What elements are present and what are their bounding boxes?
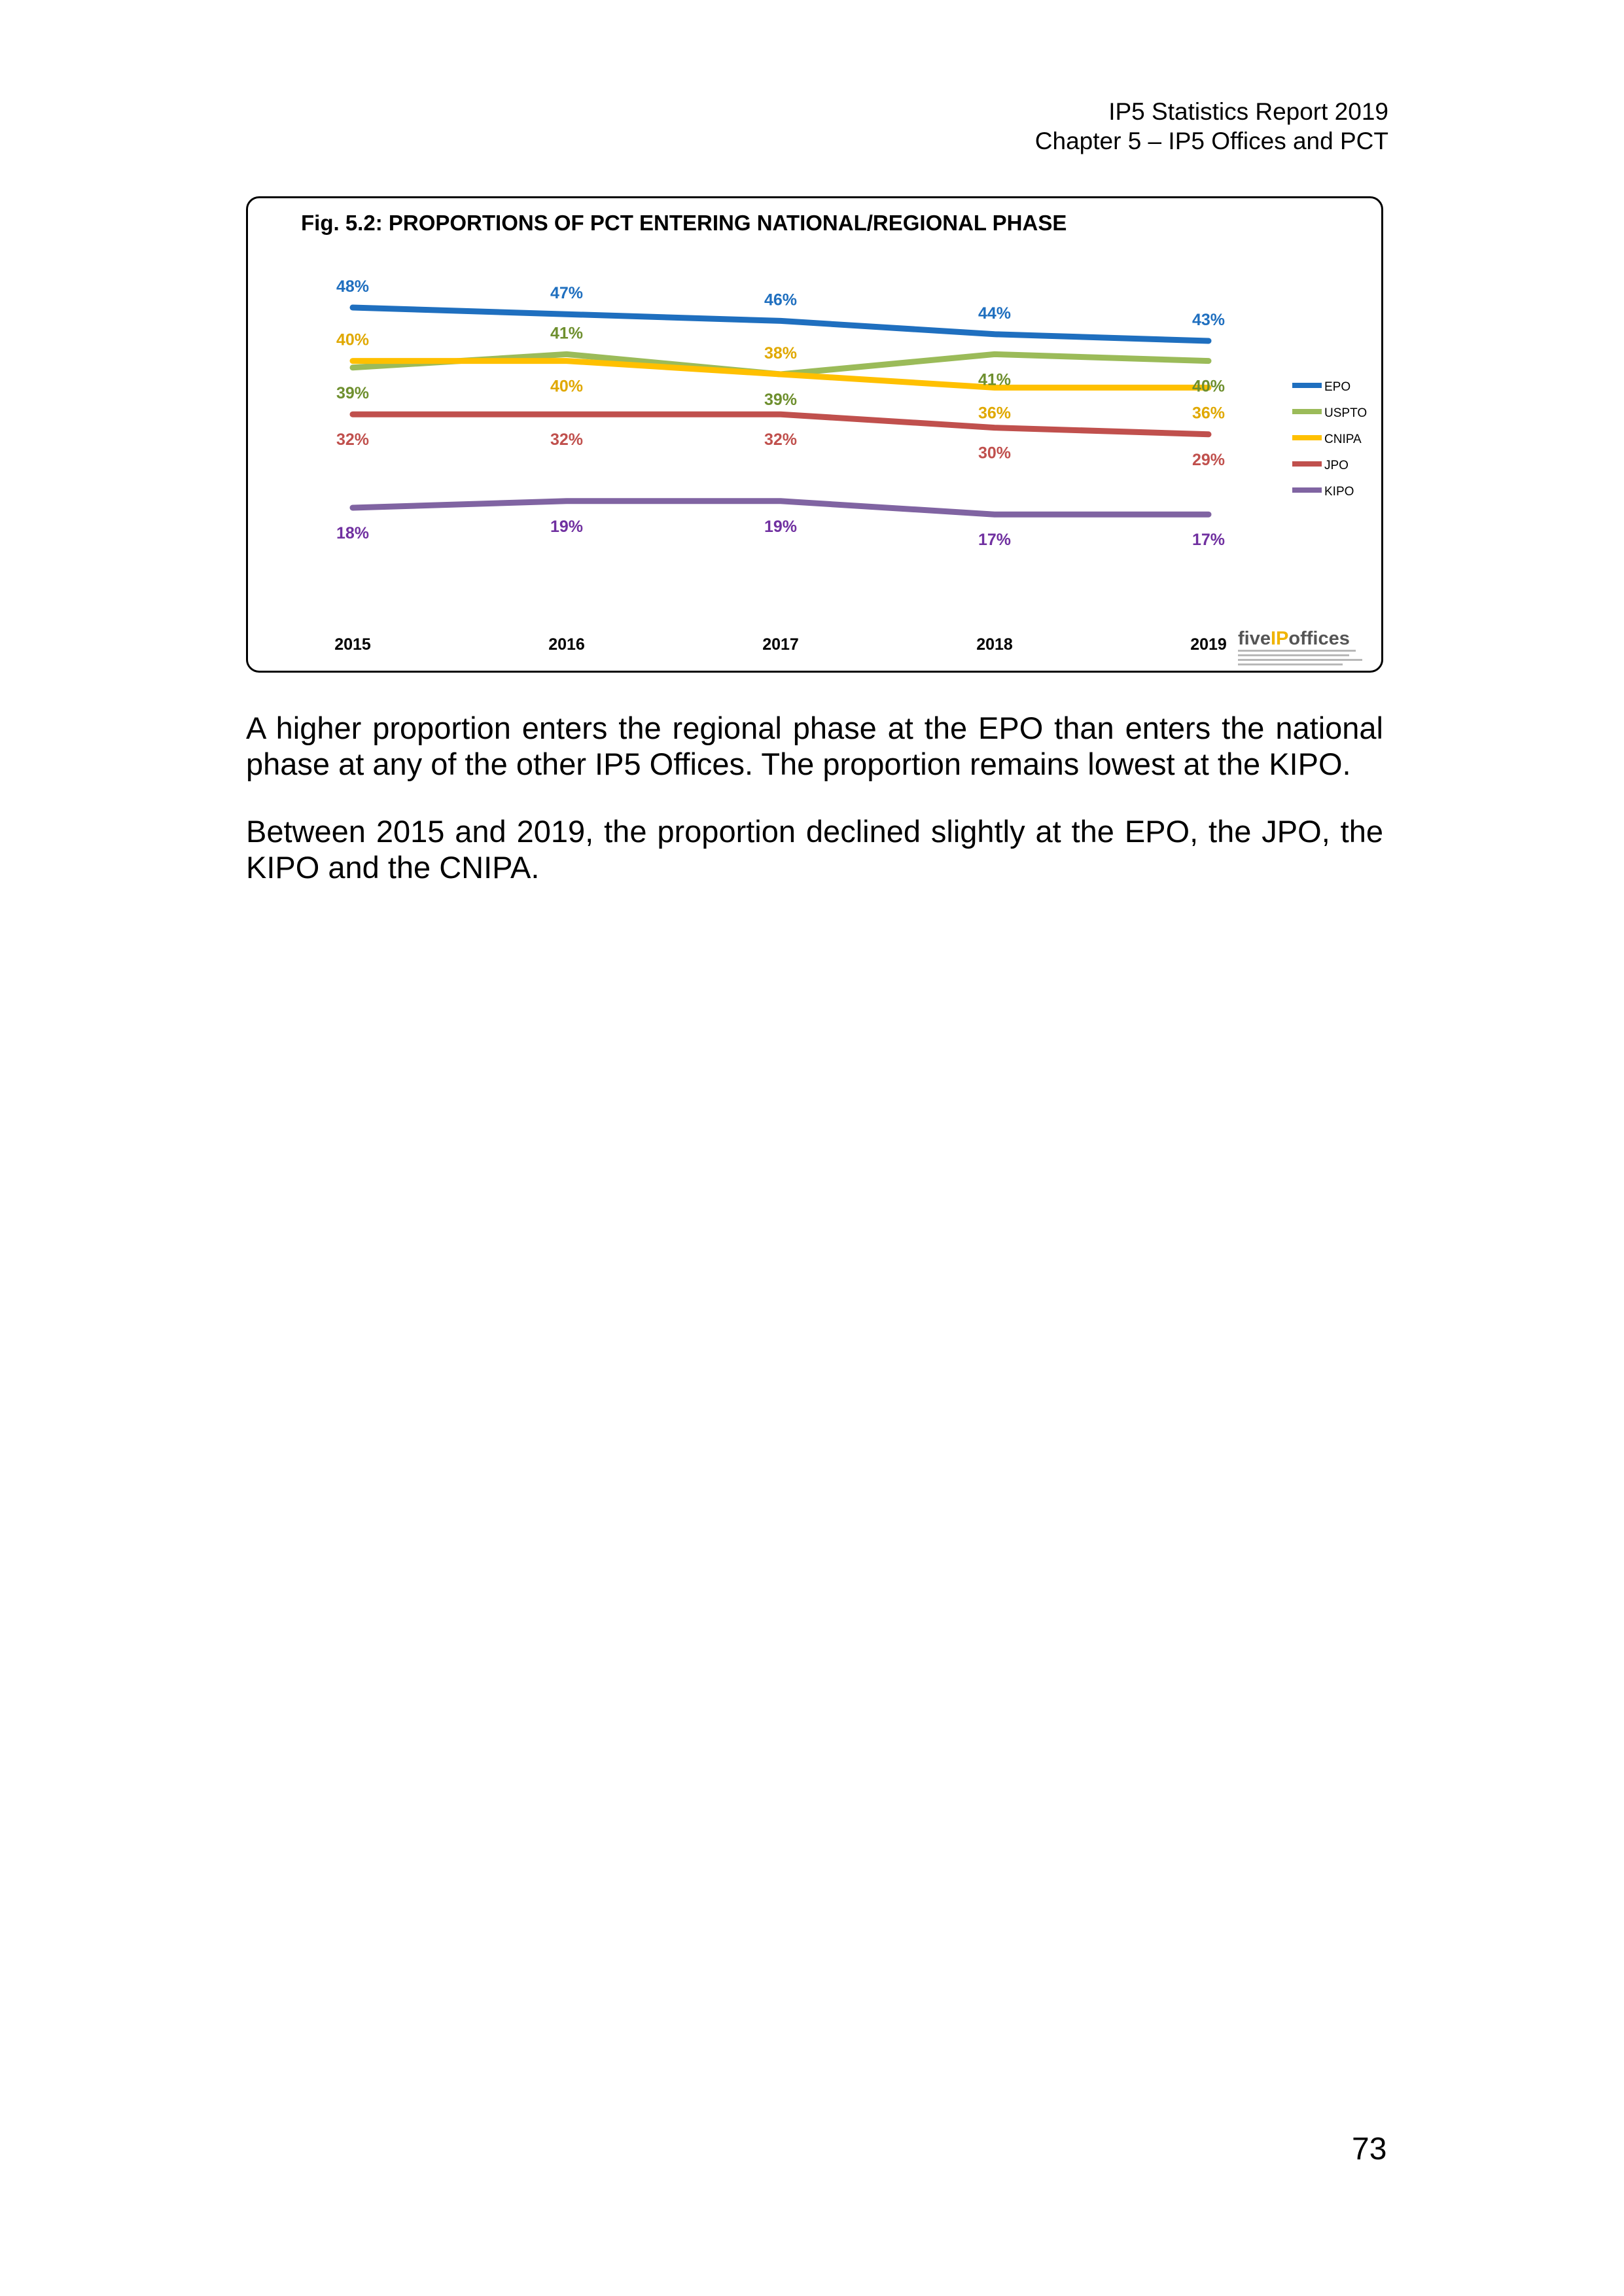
report-title: IP5 Statistics Report 2019 xyxy=(1108,98,1388,125)
data-label-kipo-2015: 18% xyxy=(336,524,370,542)
data-label-uspto-2015: 39% xyxy=(336,383,370,402)
logo-text-offices: offices xyxy=(1288,628,1350,649)
logo-fineprint-4 xyxy=(1238,663,1343,665)
logo-fineprint-1 xyxy=(1238,650,1356,652)
data-label-cnipa-2016: 40% xyxy=(550,377,584,396)
x-tick-label-2017: 2017 xyxy=(762,635,799,654)
paragraph-1: A higher proportion enters the regional phase at the EPO than enters the national phase at any of the other IP5 Offices. The proportion remains lowest at the KIPO. xyxy=(246,711,1383,781)
data-label-uspto-2016: 41% xyxy=(550,324,584,343)
legend-label-uspto: USPTO xyxy=(1324,406,1368,420)
data-label-epo-2018: 44% xyxy=(978,304,1012,323)
chart-frame xyxy=(246,196,1383,673)
data-label-kipo-2019: 17% xyxy=(1192,531,1226,550)
data-label-cnipa-2018: 36% xyxy=(978,404,1012,423)
fiveipoffices-logo xyxy=(1238,628,1362,665)
page-number: 73 xyxy=(1352,2132,1387,2166)
series-line-epo xyxy=(353,308,1209,341)
logo-text-ip: IP xyxy=(1270,628,1289,649)
data-label-jpo-2016: 32% xyxy=(550,431,584,450)
data-label-cnipa-2019: 36% xyxy=(1192,404,1226,423)
chart-title: Fig. 5.2: PROPORTIONS OF PCT ENTERING NATIONAL/REGIONAL PHASE xyxy=(301,211,1067,235)
data-label-cnipa-2015: 40% xyxy=(336,330,370,349)
data-label-kipo-2018: 17% xyxy=(978,531,1012,550)
data-label-jpo-2015: 32% xyxy=(336,431,370,450)
x-tick-label-2019: 2019 xyxy=(1190,635,1227,654)
x-tick-label-2016: 2016 xyxy=(548,635,585,654)
data-label-jpo-2019: 29% xyxy=(1192,450,1226,469)
data-label-uspto-2017: 39% xyxy=(764,391,798,409)
legend xyxy=(1292,380,1367,499)
svg-text:fiveIPoffices xyxy=(1238,628,1350,649)
legend-label-cnipa: CNIPA xyxy=(1324,433,1362,446)
paragraph-2: Between 2015 and 2019, the proportion declined slightly at the EPO, the JPO, the KIPO and the CNIPA. xyxy=(246,814,1383,885)
logo-fineprint-2 xyxy=(1238,654,1349,656)
legend-label-jpo: JPO xyxy=(1324,459,1349,472)
x-tick-label-2015: 2015 xyxy=(334,635,371,654)
chapter-title: Chapter 5 – IP5 Offices and PCT xyxy=(1034,128,1388,154)
series-lines xyxy=(353,308,1209,514)
legend-label-epo: EPO xyxy=(1324,380,1351,394)
line-chart xyxy=(248,198,1381,671)
data-label-epo-2019: 43% xyxy=(1192,311,1226,329)
series-line-kipo xyxy=(353,501,1209,514)
data-label-uspto-2018: 41% xyxy=(978,370,1012,389)
data-label-jpo-2017: 32% xyxy=(764,431,798,450)
data-label-kipo-2016: 19% xyxy=(550,517,584,536)
data-label-kipo-2017: 19% xyxy=(764,517,798,536)
data-label-cnipa-2017: 38% xyxy=(764,344,798,362)
legend-label-kipo: KIPO xyxy=(1324,485,1354,499)
x-axis-labels xyxy=(334,635,1227,654)
data-label-jpo-2018: 30% xyxy=(978,444,1012,463)
data-label-uspto-2019: 40% xyxy=(1192,377,1226,396)
x-tick-label-2018: 2018 xyxy=(976,635,1013,654)
data-label-epo-2017: 46% xyxy=(764,291,798,309)
logo-text-five: five xyxy=(1238,628,1271,649)
data-label-epo-2015: 48% xyxy=(336,277,370,296)
data-label-epo-2016: 47% xyxy=(550,284,584,303)
page-header xyxy=(1035,97,1388,156)
series-line-cnipa xyxy=(353,361,1209,388)
logo-fineprint-3 xyxy=(1238,659,1362,661)
